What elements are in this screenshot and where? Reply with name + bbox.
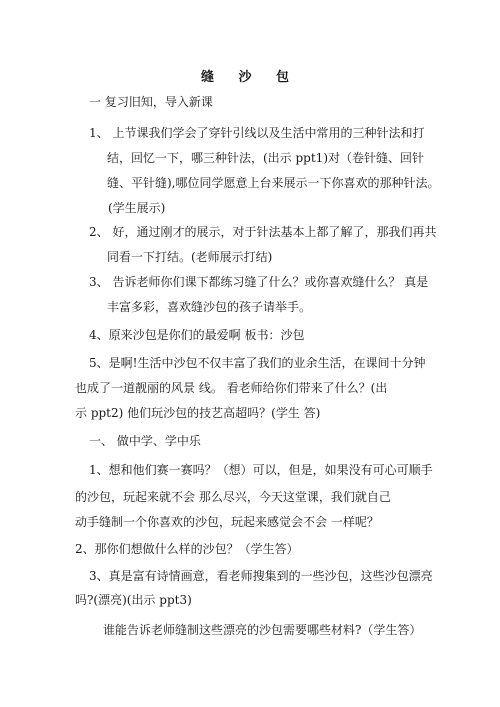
- paragraph-line: 示 ppt2) 他们玩沙包的技艺高超吗？(学生 答): [75, 406, 321, 420]
- paragraph-line: 1、想和他们赛一赛吗？（想）可以，但是，如果没有可心可顺手: [89, 463, 433, 477]
- paragraph-line: 4、原来沙包是你们的最爱啊 板书：沙包: [89, 328, 305, 342]
- paragraph-line: 2、 好，通过刚才的展示，对于针法基本上都了解了，那我们再共: [89, 225, 437, 239]
- paragraph-line: 5、是啊!生活中沙包不仅丰富了我们的业余生活，在课间十分钟: [89, 356, 426, 370]
- paragraph-line: 同看一下打结。(老师展示打结): [107, 250, 273, 264]
- paragraph-line: 3、 告诉老师你们课下都练习缝了什么？或你喜欢缝什么？ 真是: [89, 275, 429, 289]
- paragraph-line: 的沙包，玩起来就不会 那么尽兴，今天这堂课，我们就自己: [75, 490, 391, 504]
- section-heading-review: 一 复习旧知，导入新课: [89, 95, 213, 109]
- paragraph-line: 2、那你们想做什么样的沙包？（学生答）: [75, 542, 299, 556]
- page-title: 缝 沙 包: [200, 70, 300, 85]
- paragraph-line: 3、真是富有诗情画意，看老师搜集到的一些沙包，这些沙包漂亮: [89, 569, 433, 583]
- paragraph-line: (学生展示): [108, 201, 166, 215]
- paragraph-line: 丰富多彩，喜欢缝沙包的孩子请举手。: [107, 300, 312, 314]
- paragraph-line: 也成了一道靓丽的风景 线。 看老师给你们带来了什么？(出: [75, 381, 388, 395]
- paragraph-line: 结，回忆一下，哪三种针法，(出示 ppt1)对（卷针缝、回针: [107, 151, 425, 165]
- paragraph-line: 谁能告诉老师缝制这些漂亮的沙包需要哪些材料?（学生答）: [103, 623, 422, 637]
- paragraph-line: 缝、平针缝),哪位同学愿意上台来展示一下你喜欢的那种针法。: [107, 176, 440, 190]
- paragraph-line: 动手缝制一个你喜欢的沙包，玩起来感觉会不会 一样呢？: [75, 515, 379, 529]
- paragraph-line: 1、 上节课我们学会了穿针引线以及生活中常用的三种针法和打: [89, 126, 425, 140]
- paragraph-line: 吗?(漂亮)(出示 ppt3): [75, 593, 192, 607]
- section-heading-practice: 一、 做中学、学中乐: [89, 434, 201, 448]
